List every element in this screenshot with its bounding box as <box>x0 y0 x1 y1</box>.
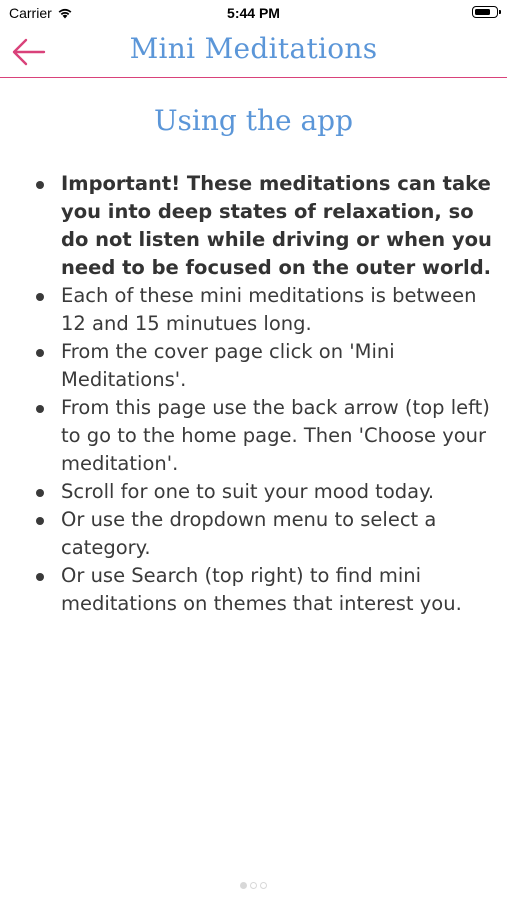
page-title: Mini Meditations <box>129 32 378 65</box>
page-indicator[interactable] <box>0 882 507 889</box>
list-item: Scroll for one to suit your mood today. <box>34 478 496 506</box>
list-item: Each of these mini meditations is between 12 and 15 minutues long. <box>34 282 496 338</box>
section-heading: Using the app <box>153 104 354 137</box>
page-dot[interactable] <box>250 882 257 889</box>
list-item: Or use the dropdown menu to select a category. <box>34 506 496 562</box>
status-bar <box>0 0 507 28</box>
page-dot[interactable] <box>260 882 267 889</box>
status-time: 5:44 PM <box>227 5 280 21</box>
battery-icon <box>472 6 498 18</box>
list-item: Or use Search (top right) to find mini meditations on themes that interest you. <box>34 562 496 618</box>
navigation-bar <box>0 28 507 78</box>
list-item: From this page use the back arrow (top left) to go to the home page. Then 'Choose your meditation'. <box>34 394 496 478</box>
list-item: From the cover page click on 'Mini Meditations'. <box>34 338 496 394</box>
page-dot-active[interactable] <box>240 882 247 889</box>
instructions-list <box>34 170 496 618</box>
list-item-warning: Important! These meditations can take you into deep states of relaxation, so do not listen while driving or when you need to be focused on the outer world. <box>34 170 496 282</box>
carrier-label: Carrier <box>9 5 52 21</box>
